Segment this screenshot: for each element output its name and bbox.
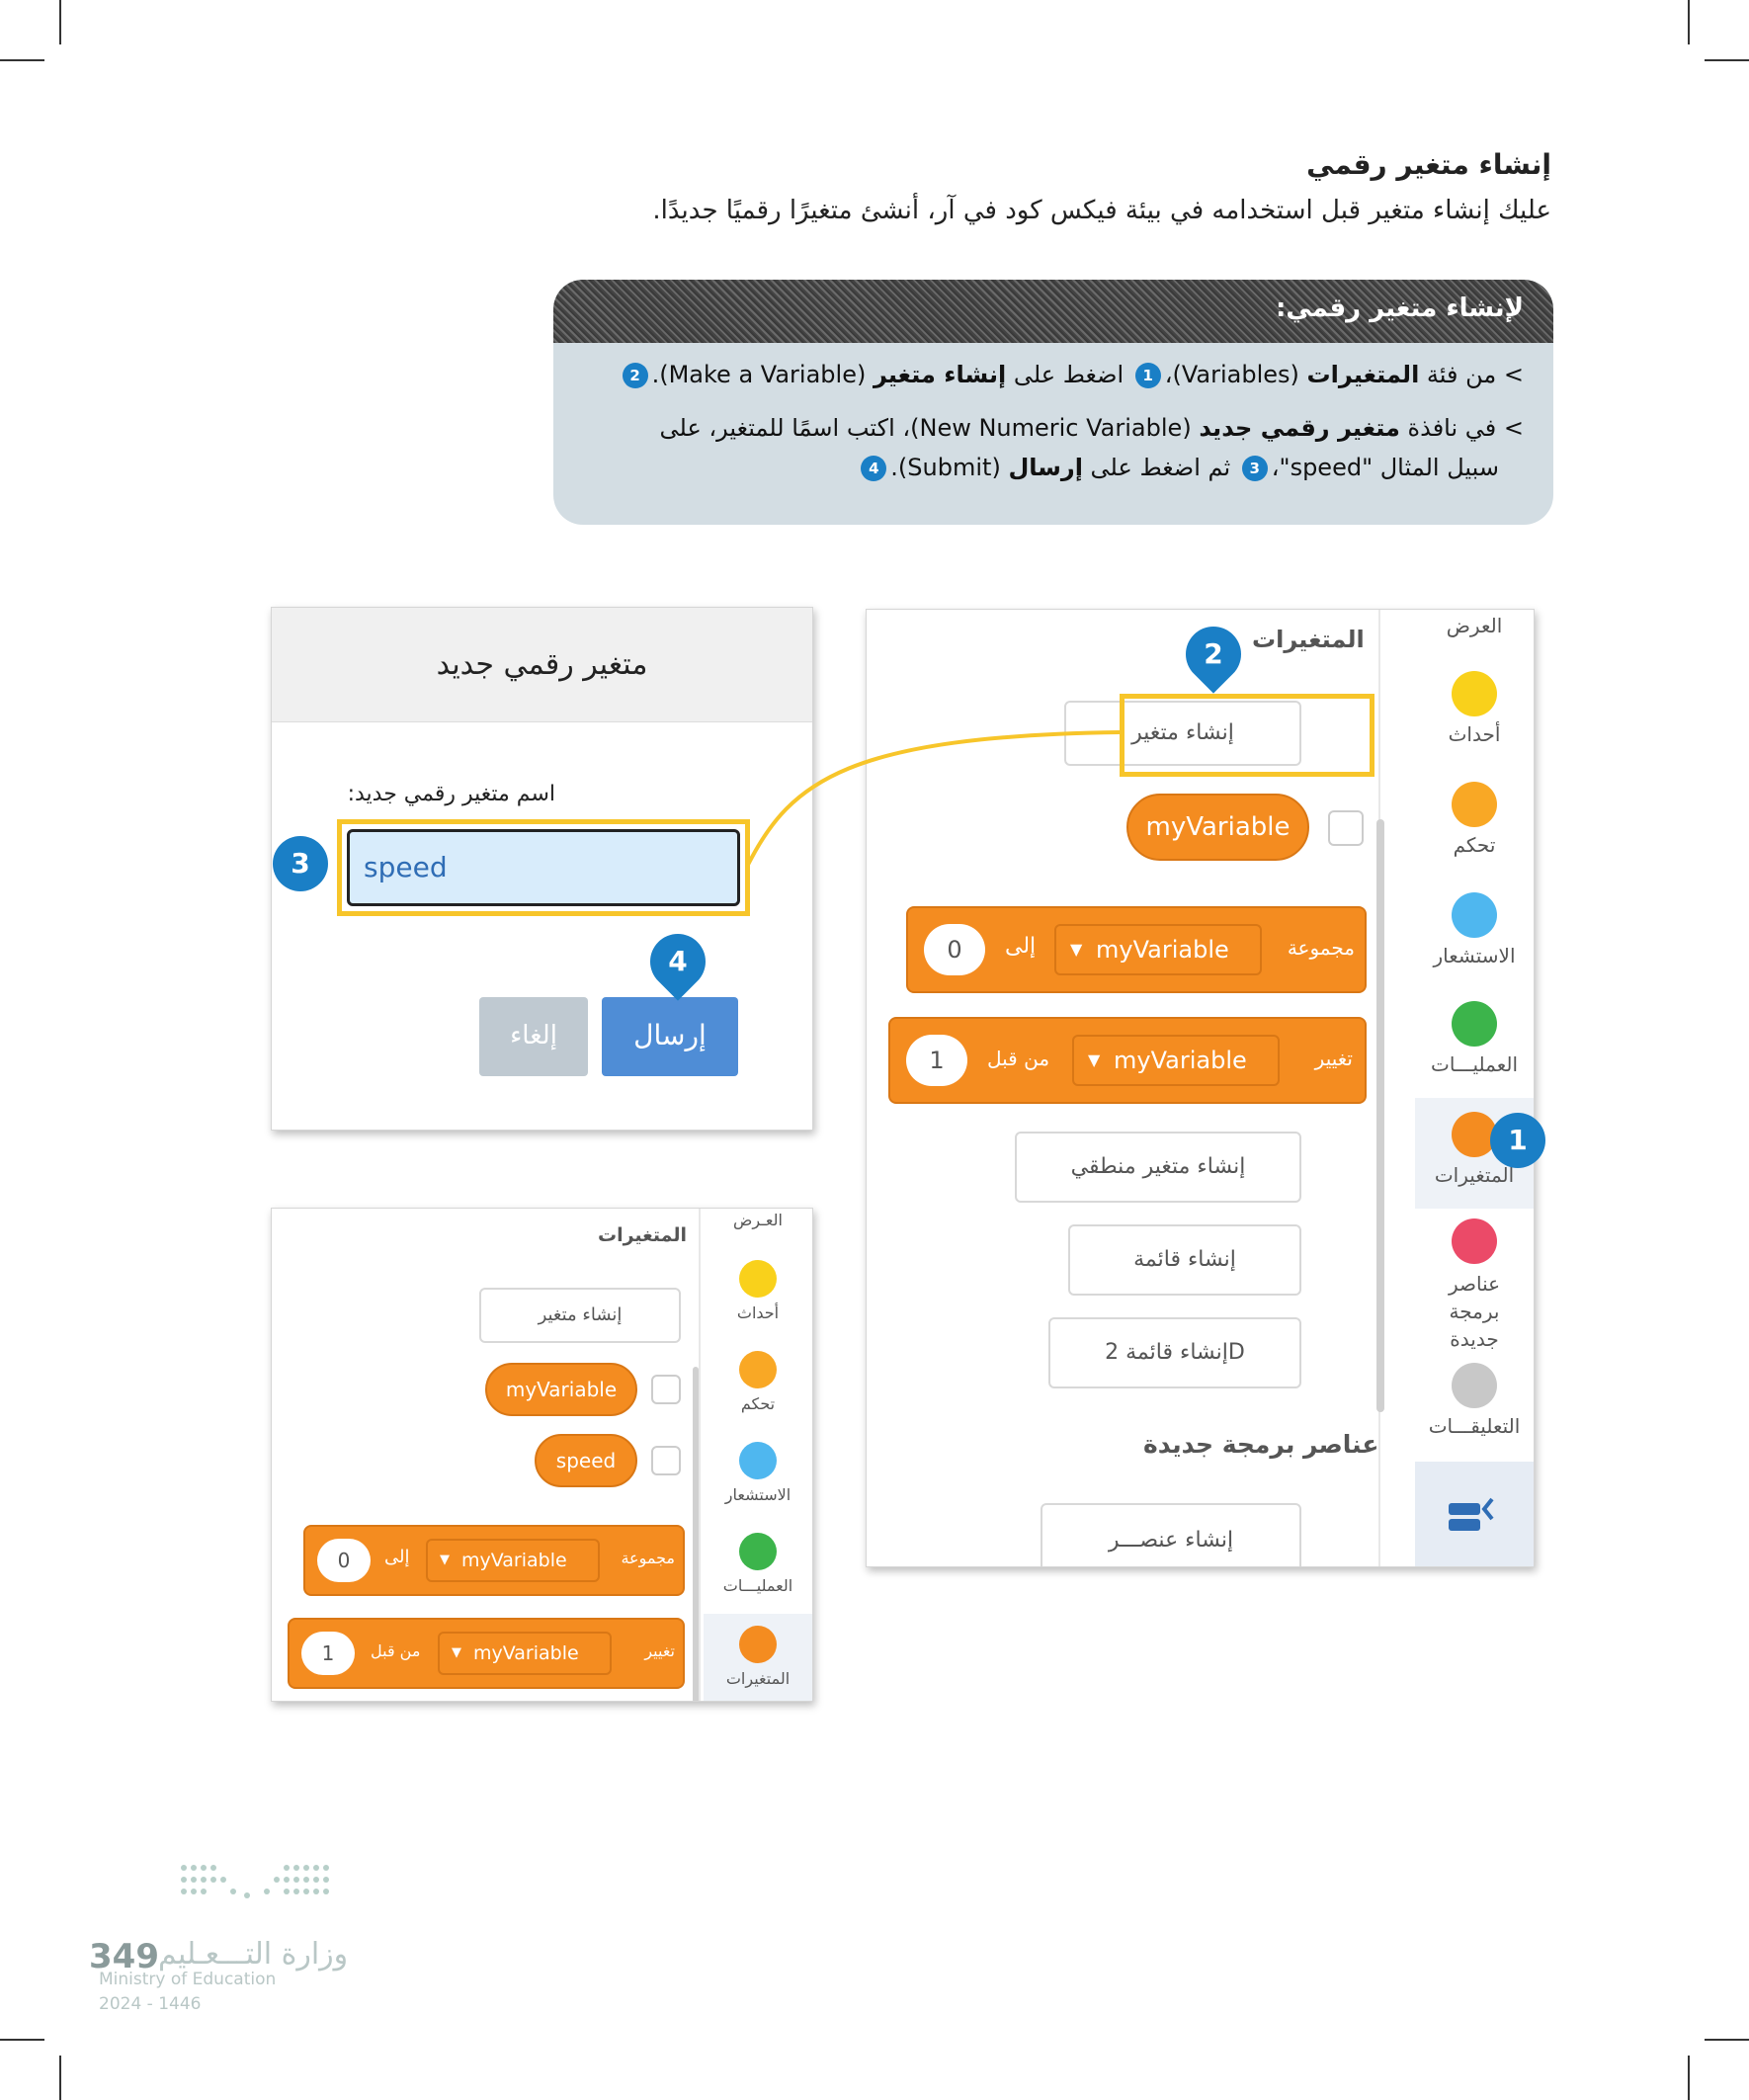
step-bold: المتغيرات <box>1306 361 1420 388</box>
category-label: العمليـــات <box>722 1576 793 1595</box>
block-label: تغيير <box>1314 1047 1353 1070</box>
block-label: من قبل <box>371 1641 421 1660</box>
block-label: من قبل <box>987 1047 1050 1070</box>
category-label: أحداث <box>736 1303 780 1322</box>
step-text: ثم اضغط على <box>1082 454 1238 481</box>
make-variable-button[interactable]: إنشاء متغير <box>479 1288 681 1343</box>
step-text: سبيل المثال "speed"، <box>1271 454 1499 481</box>
make-variable-button[interactable]: إنشاء متغير <box>1064 701 1301 766</box>
category-label: التعليقـــات <box>1428 1414 1521 1438</box>
marker-label: 2 <box>1204 637 1223 670</box>
category-label: المتغيرات <box>1434 1163 1515 1187</box>
make-block-button[interactable]: إنشاء عنصـــر <box>1041 1503 1301 1567</box>
section-heading: إنشاء متغير رقمي <box>1306 148 1551 181</box>
step-text: (Submit). <box>890 454 1009 481</box>
cancel-button[interactable]: إلغاء <box>479 997 588 1076</box>
dialog-title: متغير رقمي جديد <box>436 647 648 682</box>
variables-section-title: المتغيرات <box>598 1224 688 1246</box>
category-label: المتغيرات <box>725 1669 791 1688</box>
step-text: (New Numeric Variable)، اكتب اسمًا للمتغير، على <box>659 414 1200 442</box>
instruction-title: لإنشاء متغير رقمي: <box>1275 294 1524 323</box>
dropdown-value: myVariable <box>1096 936 1229 964</box>
ministry-name-english: Ministry of Education <box>99 1970 277 1989</box>
step-text: > في نافذة <box>1399 414 1524 442</box>
step-number-badge: 3 <box>1242 456 1268 481</box>
category-display[interactable]: العـرض <box>733 1211 783 1229</box>
step-text: > من فئة <box>1419 361 1524 388</box>
my-variable-reporter[interactable]: myVariable <box>485 1363 637 1416</box>
value-input[interactable]: 0 <box>924 924 985 975</box>
category-label: تحكم <box>740 1394 776 1413</box>
dropdown-value: myVariable <box>1114 1047 1247 1074</box>
dropdown-arrow-icon: ▼ <box>452 1645 461 1660</box>
marker-3: 3 <box>273 836 328 891</box>
step-bold: إنشاء متغير <box>873 361 1007 388</box>
marker-2 <box>1174 615 1252 693</box>
make-boolean-button[interactable]: إنشاء متغير منطقي <box>1015 1132 1301 1203</box>
my-variable-reporter[interactable]: myVariable <box>1126 794 1309 861</box>
make-list2-button[interactable]: Dإنشاء قائمة 2 <box>1048 1317 1301 1388</box>
my-blocks-section-title: عناصر برمجة جديدة <box>1143 1430 1379 1459</box>
block-label: مجموعة <box>621 1549 675 1567</box>
ministry-name-arabic: وزارة التـــعـليم <box>158 1937 349 1972</box>
step-text: اضغط على <box>1006 361 1131 388</box>
marker-label: 4 <box>668 945 688 977</box>
variables-section-title: المتغيرات <box>1252 626 1365 653</box>
block-label: مجموعة <box>1287 936 1355 960</box>
dropdown-arrow-icon: ▼ <box>440 1553 450 1567</box>
step-number-badge: 4 <box>861 456 886 481</box>
marker-4 <box>638 922 716 1000</box>
value-input[interactable]: 0 <box>317 1539 371 1582</box>
dropdown-arrow-icon: ▼ <box>1088 1050 1101 1069</box>
dropdown-arrow-icon: ▼ <box>1070 940 1083 959</box>
intro-paragraph: عليك إنشاء متغير قبل استخدامه في بيئة فيكس كود في آر، أنشئ متغيرًا رقميًا جديدًا. <box>652 196 1551 225</box>
page-number: 349 <box>89 1937 159 1976</box>
block-label: إلى <box>1005 934 1037 959</box>
step-bold: متغير رقمي جديد <box>1199 414 1400 442</box>
dropdown-value: myVariable <box>461 1550 567 1571</box>
step-number-badge: 2 <box>623 363 648 388</box>
block-label: إلى <box>384 1547 410 1567</box>
variable-name-input[interactable]: speed <box>347 829 740 906</box>
block-label: تغيير <box>644 1641 675 1660</box>
academic-year: 2024 - 1446 <box>99 1994 202 2014</box>
category-label: تحكم <box>1453 833 1496 857</box>
category-label: الاستشعار <box>1433 944 1516 967</box>
value-input[interactable]: 1 <box>301 1632 355 1675</box>
make-list-button[interactable]: إنشاء قائمة <box>1068 1224 1301 1296</box>
category-label: العمليـــات <box>1430 1052 1519 1076</box>
step-bold: إرسال <box>1008 454 1083 481</box>
marker-1: 1 <box>1490 1113 1545 1168</box>
value-input[interactable]: 1 <box>906 1035 967 1086</box>
dropdown-value: myVariable <box>473 1642 579 1664</box>
step-number-badge: 1 <box>1135 363 1161 388</box>
field-label: :اسم متغير رقمي جديد <box>347 782 555 806</box>
category-label: الاستشعار <box>724 1485 791 1504</box>
step-text: (Variables)، <box>1164 361 1307 388</box>
submit-button[interactable]: إرسال <box>602 997 738 1076</box>
speed-reporter[interactable]: speed <box>535 1434 637 1487</box>
category-display[interactable]: العرض <box>1446 614 1503 637</box>
category-label: أحداث <box>1448 722 1501 746</box>
step-text: (Make a Variable). <box>651 361 874 388</box>
ministry-logo-icon <box>178 1862 356 1911</box>
category-label: عناصر برمجة جديدة <box>1448 1272 1501 1351</box>
